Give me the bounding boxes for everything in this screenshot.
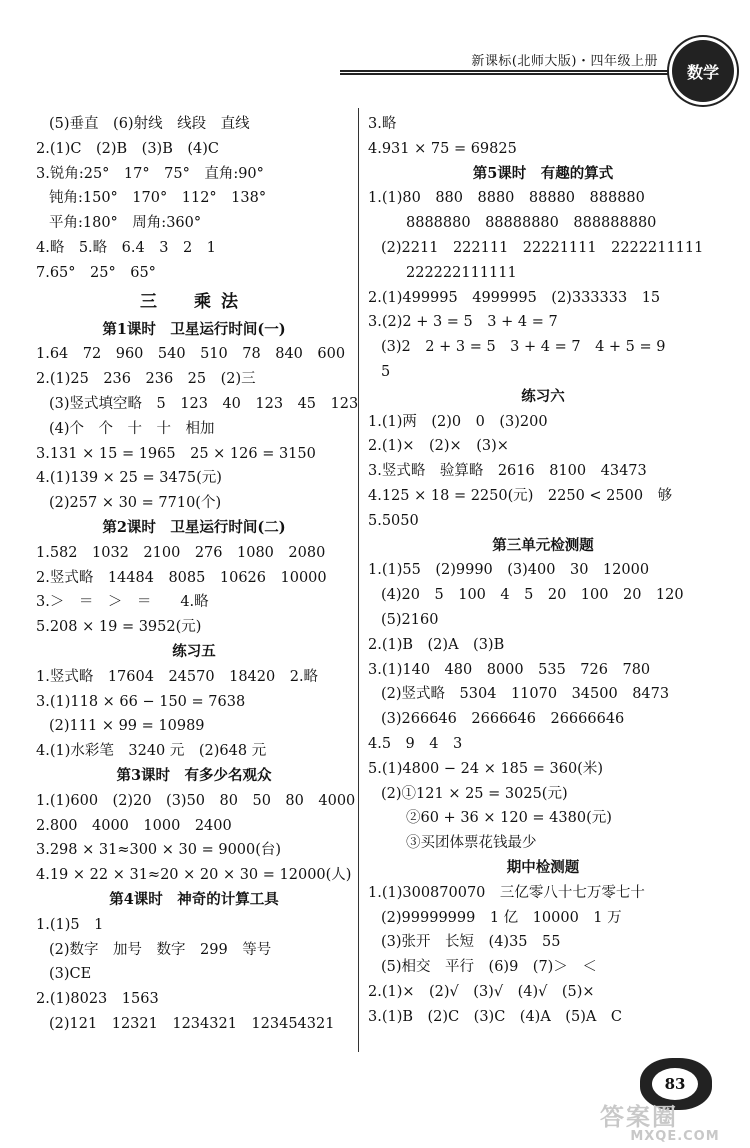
- answer-line: 3.竖式略 验算略 2616 8100 43473: [368, 463, 647, 480]
- answer-line: 3.(1)B (2)C (3)C (4)A (5)A C: [368, 1008, 622, 1025]
- answer-line: 5.208 × 19 = 3952(元): [36, 619, 202, 636]
- lesson-heading: 练习五: [172, 642, 216, 660]
- lesson-heading: 第3课时 有多少名观众: [116, 766, 272, 784]
- answer-line: (3)266646 2666646 26666646: [381, 711, 625, 728]
- answer-line: 2.(1)499995 4999995 (2)333333 15: [368, 289, 661, 306]
- lesson-heading: 第4课时 神奇的计算工具: [109, 890, 279, 908]
- answer-line: (3)2 2 + 3 = 5 3 + 4 = 7 4 + 5 = 9: [381, 339, 666, 356]
- running-header: [340, 44, 670, 78]
- answer-line: 5.5050: [368, 512, 419, 529]
- answer-line: 1.(1)300870070 三亿零八十七万零七十: [368, 884, 645, 901]
- header-rule: [340, 70, 670, 75]
- answer-line: (2)99999999 1 亿 10000 1 万: [381, 909, 622, 926]
- answer-line: 2.(1)25 236 236 25 (2)三: [36, 371, 256, 388]
- answer-line: 1.(1)两 (2)0 0 (3)200: [368, 413, 548, 430]
- answer-line: (2)121 12321 1234321 123454321: [49, 1015, 335, 1032]
- answer-line: 4.略 5.略 6.4 3 2 1: [36, 239, 216, 256]
- left-column: [36, 112, 359, 1037]
- answer-line: 3.锐角:25° 17° 75° 直角:90°: [36, 165, 264, 182]
- answer-line: 8888880 88888880 888888880: [406, 215, 657, 232]
- answer-line: (5)相交 平行 (6)9 (7)＞ ＜: [381, 959, 597, 976]
- answer-line: 1.(1)55 (2)9990 (3)400 30 12000: [368, 562, 650, 579]
- answer-line: 4.931 × 75 = 69825: [368, 140, 517, 157]
- answer-line: (3)CE: [49, 966, 92, 983]
- answer-line: 1.582 1032 2100 276 1080 2080: [36, 544, 326, 561]
- answer-line: (4)20 5 100 4 5 20 100 20 120: [381, 587, 684, 604]
- answer-line: 3.略: [368, 116, 397, 132]
- answer-line: 4.(1)水彩笔 3240 元 (2)648 元: [36, 743, 267, 760]
- answer-line: ③买团体票花钱最少: [406, 835, 537, 852]
- lesson-heading: 期中检测题: [506, 858, 580, 876]
- answer-line: ②60 + 36 × 120 = 4380(元): [406, 810, 612, 827]
- answer-line: 3.(2)2 + 3 = 5 3 + 4 = 7: [368, 314, 558, 331]
- answer-line: 2.(1)× (2)√ (3)√ (4)√ (5)×: [368, 983, 595, 1000]
- answer-line: 3.(1)140 480 8000 535 726 780: [368, 661, 651, 678]
- watermark-main: 答案圈: [600, 1103, 678, 1131]
- answer-line: (2)①121 × 25 = 3025(元): [381, 785, 568, 802]
- answer-line: (3)张开 长短 (4)35 55: [381, 934, 561, 951]
- answer-line: (3)竖式填空略 5 123 40 123 45 123: [49, 395, 359, 412]
- lesson-heading: 第三单元检测题: [492, 536, 594, 554]
- answer-line: 2.(1)× (2)× (3)×: [368, 438, 509, 455]
- answer-line: (2)数字 加号 数字 299 等号: [49, 941, 272, 958]
- answer-line: 1.64 72 960 540 510 78 840 600: [36, 346, 346, 363]
- header-title: 新课标(北师大版)・四年级上册: [471, 54, 658, 69]
- answer-line: 钝角:150° 170° 112° 138°: [49, 190, 267, 207]
- right-column: [368, 112, 718, 1029]
- lesson-heading: 第5课时 有趣的算式: [472, 164, 614, 182]
- watermark: [600, 1104, 750, 1146]
- answer-line: 1.(1)5 1: [36, 916, 104, 933]
- lesson-heading: 练习六: [521, 387, 565, 405]
- page-number: 83: [650, 1066, 700, 1102]
- answer-line: 3.131 × 15 = 1965 25 × 126 = 3150: [36, 445, 316, 462]
- answer-line: 1.竖式略 17604 24570 18420 2.略: [36, 668, 319, 685]
- answer-line: (2)竖式略 5304 11070 34500 8473: [381, 686, 670, 703]
- answer-line: (2)257 × 30 = 7710(个): [49, 495, 222, 512]
- answer-line: 4.125 × 18 = 2250(元) 2250 < 2500 够: [368, 487, 673, 504]
- subject-badge: 数学: [672, 40, 734, 102]
- answer-line: 2.800 4000 1000 2400: [36, 817, 232, 834]
- answer-line: (4)个 个 十 十 相加: [49, 420, 215, 437]
- lesson-heading: 第2课时 卫星运行时间(二): [102, 518, 286, 536]
- answer-line: 4.(1)139 × 25 = 3475(元): [36, 470, 222, 487]
- answer-line: 2.(1)C (2)B (3)B (4)C: [36, 140, 219, 157]
- answer-line: 1.(1)600 (2)20 (3)50 80 50 80 4000: [36, 792, 356, 809]
- answer-line: (5)垂直 (6)射线 线段 直线: [49, 116, 250, 132]
- answer-line: (2)2211 222111 22221111 2222211111: [381, 239, 704, 256]
- watermark-sub: MXQE.COM: [630, 1129, 720, 1144]
- lesson-heading: 第1课时 卫星运行时间(一): [102, 320, 286, 338]
- answer-line: 2.(1)8023 1563: [36, 991, 159, 1008]
- answer-line: 5: [381, 363, 391, 380]
- answer-line: 3.＞ ＝ ＞ ＝ 4.略: [36, 594, 209, 611]
- answer-line: 4.5 9 4 3: [368, 735, 463, 752]
- answer-line: 3.(1)118 × 66 − 150 = 7638: [36, 693, 246, 710]
- section-heading: 三 乘法: [140, 291, 248, 312]
- answer-line: (2)111 × 99 = 10989: [49, 718, 205, 735]
- answer-line: 222222111111: [406, 264, 517, 281]
- column-divider: [358, 108, 359, 1052]
- answer-line: 1.(1)80 880 8880 88880 888880: [368, 190, 645, 207]
- answer-line: 5.(1)4800 − 24 × 185 = 360(米): [368, 760, 603, 777]
- answer-line: 2.(1)B (2)A (3)B: [368, 636, 505, 653]
- answer-line: 7.65° 25° 65°: [36, 264, 156, 281]
- answer-line: (5)2160: [381, 611, 439, 628]
- answer-line: 3.298 × 31≈300 × 30 = 9000(台): [36, 842, 282, 859]
- answer-line: 4.19 × 22 × 31≈20 × 20 × 30 = 12000(人): [36, 867, 352, 884]
- answer-line: 平角:180° 周角:360°: [49, 215, 202, 232]
- answer-line: 2.竖式略 14484 8085 10626 10000: [36, 569, 327, 586]
